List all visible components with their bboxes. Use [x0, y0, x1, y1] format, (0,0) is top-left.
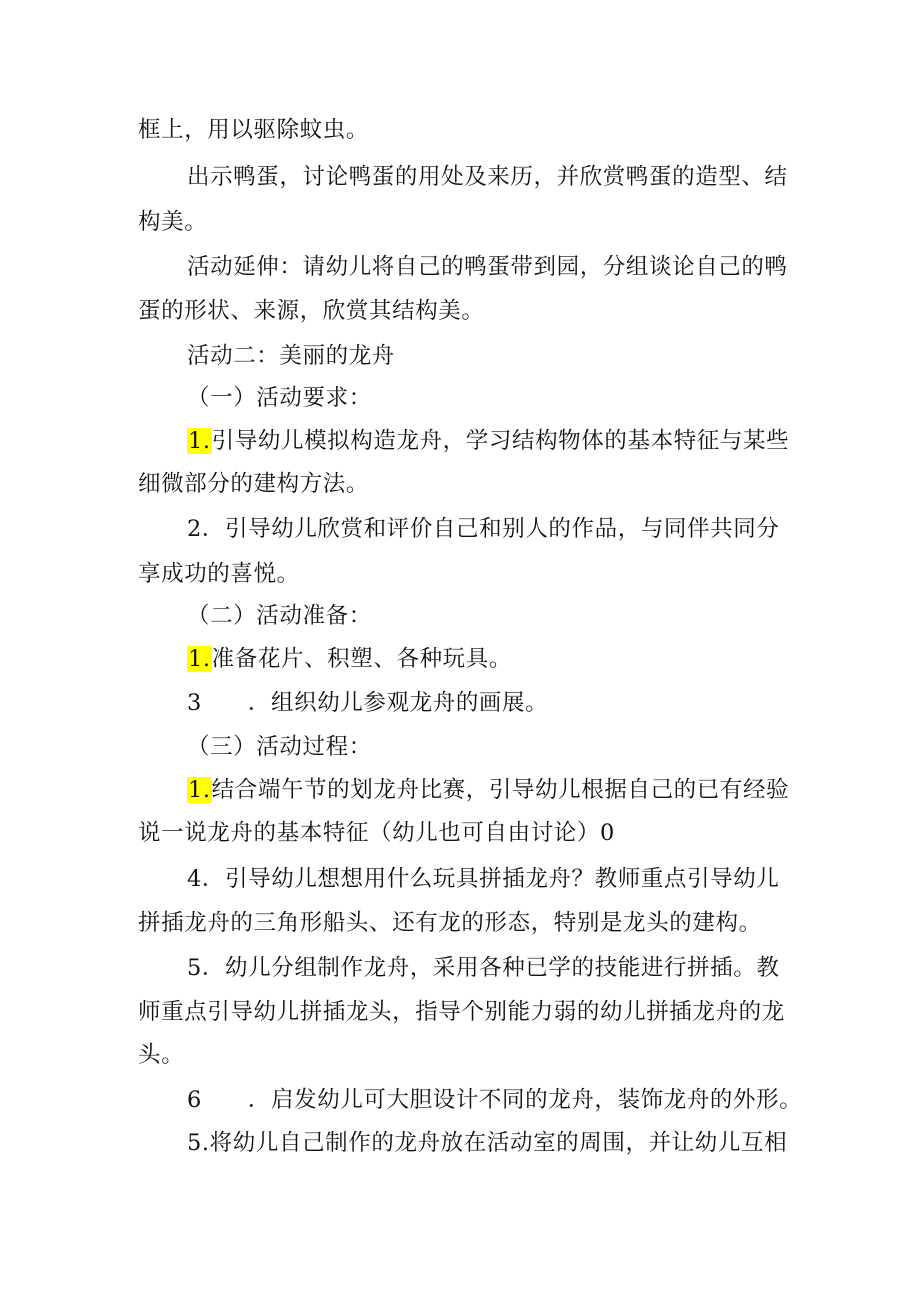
text-line: 细微部分的建构方法。: [138, 471, 370, 497]
list-number: 6: [187, 1087, 202, 1113]
list-item: [187, 1085, 802, 1115]
text-line: 出示鸭蛋，讨论鸭蛋的用处及来历，并欣赏鸭蛋的造型、结: [187, 164, 788, 190]
list-number: 3: [187, 690, 202, 716]
list-item-text: 引导幼儿模拟构造龙舟，学习结构物体的基本特征与某些: [211, 428, 790, 454]
text-line: 蛋的形状、来源，欣赏其结构美。: [138, 298, 485, 324]
subsection-heading: （三）活动过程：: [187, 734, 372, 760]
list-item-text: ．组织幼儿参观龙舟的画展。: [247, 690, 549, 716]
text-line: 师重点引导幼儿拼插龙头，指导个别能力弱的幼儿拼插龙舟的龙: [138, 999, 785, 1025]
text-line: 享成功的喜悦。: [138, 561, 300, 587]
list-item-text: 准备花片、积塑、各种玩具。: [211, 646, 512, 672]
list-item: [187, 426, 789, 456]
subsection-heading: （二）活动准备：: [187, 603, 372, 629]
list-item: 5.将幼儿自己制作的龙舟放在活动室的周围，并让幼儿互相: [187, 1130, 788, 1156]
text-line: 活动延伸：请幼儿将自己的鸭蛋带到园，分组谈论自己的鸭: [187, 254, 788, 280]
list-item-text: 结合端午节的划龙舟比赛，引导幼儿根据自己的已有经验: [211, 777, 790, 803]
list-item: [187, 688, 548, 718]
text-line: 构美。: [138, 209, 208, 235]
list-item: 4．引导幼儿想想用什么玩具拼插龙舟？教师重点引导幼儿: [187, 866, 780, 892]
text-line: 框上，用以驱除蚊虫。: [138, 117, 370, 143]
text-line: 说一说龙舟的基本特征（幼儿也可自由讨论）0: [138, 820, 615, 846]
subsection-heading: （一）活动要求：: [187, 385, 372, 411]
text-line: 头。: [138, 1042, 185, 1068]
list-number-highlight: 1.: [188, 428, 211, 454]
list-item: [187, 775, 789, 805]
list-item: 5．幼儿分组制作龙舟，采用各种已学的技能进行拼插。教: [187, 955, 780, 981]
text-line: 拼插龙舟的三角形船头、还有龙的形态，特别是龙头的建构。: [138, 910, 762, 936]
list-number-highlight: 1.: [188, 646, 211, 672]
section-heading: 活动二：美丽的龙舟: [187, 343, 395, 369]
list-item: [187, 644, 512, 674]
list-item: 2．引导幼儿欣赏和评价自己和别人的作品，与同伴共同分: [187, 516, 780, 542]
list-number-highlight: 1.: [188, 777, 211, 803]
list-item-text: ．启发幼儿可大胆设计不同的龙舟，装饰龙舟的外形。: [247, 1087, 803, 1113]
